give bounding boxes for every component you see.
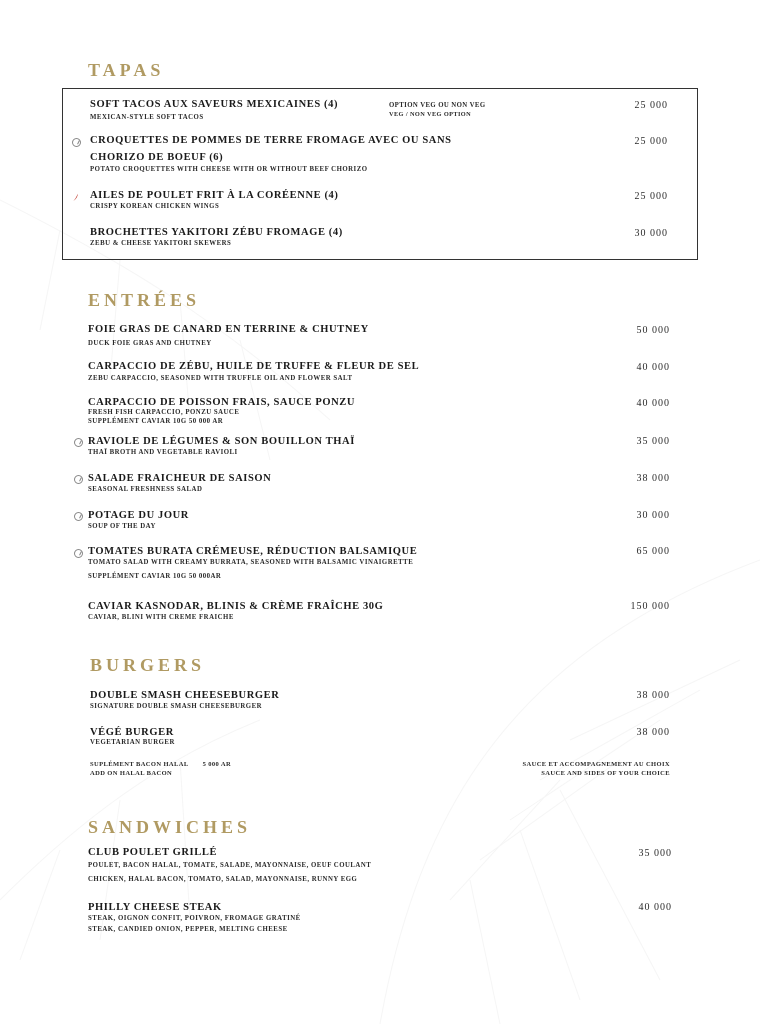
item-description: FRESH FISH CARPACCIO, PONZU SAUCE [88, 409, 240, 416]
menu-item [88, 601, 383, 623]
item-description: ZEBU & CHEESE YAKITORI SKEWERS [90, 240, 232, 247]
item-description: TOMATO SALAD WITH CREAMY BURRATA, SEASONED WITH BALSAMIC VINAIGRETTE [88, 559, 414, 566]
item-description: VEGETARIAN BURGER [90, 739, 175, 746]
item-price: 38 000 [636, 727, 670, 738]
menu-item [90, 135, 452, 175]
vegetarian-leaf-icon [74, 438, 83, 447]
item-name: FOIE GRAS DE CANARD EN TERRINE & CHUTNEY [88, 324, 369, 335]
item-name-line2: CHORIZO DE BOEUF (6) [90, 152, 224, 163]
item-name: TOMATES BURATA CRÉMEUSE, RÉDUCTION BALSAMIQUE [88, 546, 418, 557]
supplement-price: 5 000 AR [202, 761, 232, 768]
item-description: DUCK FOIE GRAS AND CHUTNEY [88, 340, 212, 347]
item-price: 35 000 [636, 436, 670, 447]
item-description: CAVIAR, BLINI WITH CREME FRAICHE [88, 614, 234, 621]
supplement-label-en: ADD ON HALAL BACON [90, 770, 173, 777]
menu-item [88, 324, 369, 349]
item-price: 50 000 [636, 325, 670, 336]
item-description: STEAK, OIGNON CONFIT, POIVRON, FROMAGE GRATINÉ [88, 915, 301, 922]
item-name: CROQUETTES DE POMMES DE TERRE FROMAGE AVEC OU SANS [90, 135, 452, 146]
item-name: BROCHETTES YAKITORI ZÉBU FROMAGE (4) [90, 227, 343, 238]
item-supplement: SUPPLÉMENT CAVIAR 10G 50 000 AR [88, 418, 224, 425]
menu-item [88, 847, 371, 885]
menu-item [88, 902, 301, 935]
sides-note [522, 760, 670, 778]
item-supplement: SUPPLÉMENT CAVIAR 10G 50 000AR [88, 573, 222, 580]
item-name: VÉGÉ BURGER [90, 727, 174, 738]
section-title-tapas: TAPAS [88, 60, 165, 80]
menu-item [88, 397, 355, 426]
bacon-supplement [90, 760, 231, 778]
sides-note-fr: SAUCE ET ACCOMPAGNEMENT AU CHOIX [522, 761, 670, 768]
item-price: 38 000 [636, 690, 670, 701]
menu-item [88, 473, 271, 495]
item-name: CLUB POULET GRILLÉ [88, 847, 218, 858]
menu-item [90, 690, 279, 712]
item-price: 25 000 [634, 191, 668, 202]
menu-item [90, 99, 338, 123]
item-description: SOUP OF THE DAY [88, 523, 156, 530]
item-description: CRISPY KOREAN CHICKEN WINGS [90, 203, 220, 210]
item-description: ZEBU CARPACCIO, SEASONED WITH TRUFFLE OIL AND FLOWER SALT [88, 375, 353, 382]
menu-item [88, 546, 417, 582]
sides-note-en: SAUCE AND SIDES OF YOUR CHOICE [541, 770, 670, 777]
item-name: SALADE FRAICHEUR DE SAISON [88, 473, 272, 484]
menu-item [90, 727, 175, 748]
menu-item [88, 361, 419, 384]
item-price: 40 000 [636, 362, 670, 373]
item-name: PHILLY CHEESE STEAK [88, 902, 222, 913]
vegetarian-leaf-icon [74, 475, 83, 484]
chili-pepper-icon [73, 192, 79, 201]
menu-item [88, 436, 355, 458]
item-price: 40 000 [638, 902, 672, 913]
item-description: POTATO CROQUETTES WITH CHEESE WITH OR WITHOUT BEEF CHORIZO [90, 166, 368, 173]
vegetarian-leaf-icon [72, 138, 81, 147]
item-description-en: STEAK, CANDIED ONION, PEPPER, MELTING CHEESE [88, 926, 288, 933]
vegetarian-leaf-icon [74, 549, 83, 558]
item-option: OPTION VEG OU NON VEG VEG / NON VEG OPTION [389, 102, 486, 118]
item-name: CAVIAR KASNODAR, BLINIS & CRÈME FRAÎCHE 30G [88, 601, 384, 612]
item-description: MEXICAN-STYLE SOFT TACOS [90, 114, 204, 121]
item-description-en: CHICKEN, HALAL BACON, TOMATO, SALAD, MAYONNAISE, RUNNY EGG [88, 876, 358, 883]
item-name: SOFT TACOS AUX SAVEURS MEXICAINES (4) [90, 99, 339, 110]
item-description: SIGNATURE DOUBLE SMASH CHEESEBURGER [90, 703, 263, 710]
item-name: CARPACCIO DE POISSON FRAIS, SAUCE PONZU [88, 397, 356, 408]
item-price: 40 000 [636, 398, 670, 409]
section-title-sandwiches: SANDWICHES [88, 817, 252, 837]
item-description: SEASONAL FRESHNESS SALAD [88, 486, 203, 493]
section-title-entrees: ENTRÉES [88, 290, 201, 310]
item-price: 35 000 [638, 848, 672, 859]
menu-item [88, 510, 189, 532]
menu-item [90, 227, 343, 249]
item-price: 30 000 [634, 228, 668, 239]
item-description: THAÏ BROTH AND VEGETABLE RAVIOLI [88, 449, 238, 456]
item-price: 25 000 [634, 136, 668, 147]
item-price: 150 000 [630, 601, 670, 612]
vegetarian-leaf-icon [74, 512, 83, 521]
section-title-burgers: BURGERS [90, 655, 206, 675]
item-description: POULET, BACON HALAL, TOMATE, SALADE, MAYONNAISE, OEUF COULANT [88, 862, 372, 869]
item-price: 25 000 [634, 100, 668, 111]
item-name: CARPACCIO DE ZÉBU, HUILE DE TRUFFE & FLEUR DE SEL [88, 361, 420, 372]
item-name: RAVIOLE DE LÉGUMES & SON BOUILLON THAÏ [88, 436, 355, 447]
item-name: DOUBLE SMASH CHEESEBURGER [90, 690, 280, 701]
item-price: 38 000 [636, 473, 670, 484]
item-name: AILES DE POULET FRIT À LA CORÉENNE (4) [90, 190, 339, 201]
item-name: POTAGE DU JOUR [88, 510, 189, 521]
supplement-label: SUPLÉMENT BACON HALAL [90, 761, 189, 768]
menu-item [90, 190, 339, 212]
item-price: 65 000 [636, 546, 670, 557]
item-price: 30 000 [636, 510, 670, 521]
